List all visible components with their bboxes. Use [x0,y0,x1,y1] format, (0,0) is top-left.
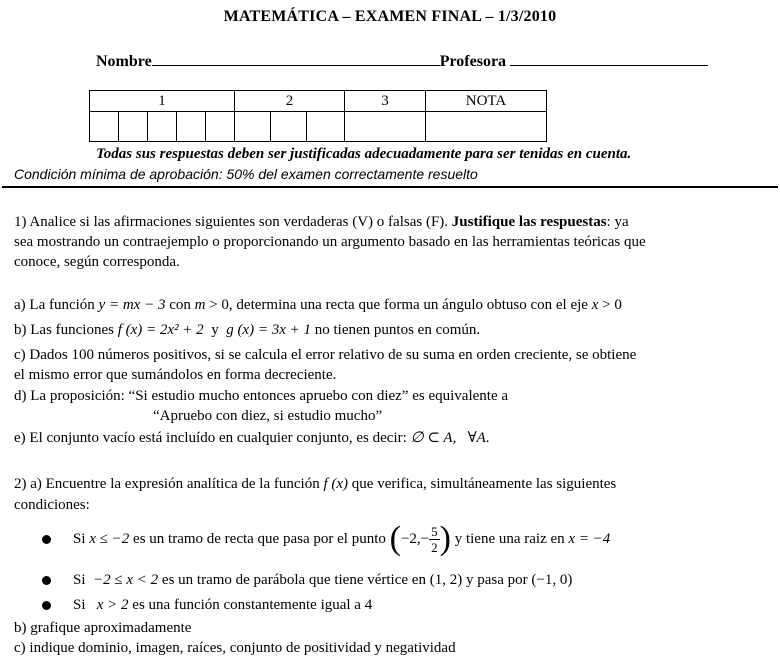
profesora-blank[interactable] [510,50,708,66]
point-open-paren: ( [389,520,401,557]
q1-item-d-line1: d) La proposición: “Si estudio mucho entonces apruebo con diez” es equivalente a [14,388,509,404]
grade-cell [345,112,426,142]
q2-intro-line2: condiciones: [14,497,90,513]
justify-note: Todas sus respuestas deben ser justificadas adecuadamente para ser tenidas en cuenta. [96,146,632,162]
q2c1-math2: x = −4 [568,531,611,547]
q1a-text: a) La función [14,297,99,313]
q2-intro-line1 [14,474,616,494]
q2c1-text2: y tiene una raiz en [450,531,569,547]
q1-intro-line2: sea mostrando un contraejemplo o proporcionando un argumento basado en las herramientas teóricas que [14,234,646,250]
q1e-text: e) El conjunto vacío está incluído en cualquier conjunto, es decir: [14,430,411,446]
q1-intro-text-end: : ya [606,214,629,230]
q1a-text-post: > 0, determina una recta que forma un ángulo obtuso con el eje [205,297,592,313]
grade-cell [307,112,345,142]
profesora-label: Profesora [439,53,507,70]
q1-intro-bold: Justifique las respuestas [451,214,607,230]
q1a-math: y = mx − 3 [98,297,166,313]
grade-table [89,90,547,142]
grade-header-1: 1 [90,91,235,112]
q1a-math3: x [591,297,599,313]
q2-intro-math: f (x) [323,476,349,492]
q1b-text-mid: y [203,322,227,338]
q2c1-text: es un tramo de recta que pasa por el punto [129,531,390,547]
q2-intro-text: 2) a) Encuentre la expresión analítica de la función [14,476,324,492]
bullet-icon [42,535,51,544]
q2c3-si: Si [73,597,86,613]
q2c2-text2: y pasa por [462,572,532,588]
grade-header-2: 2 [235,91,345,112]
q1-intro-line3: conoce, según corresponda. [14,254,180,270]
q2-part-c: c) indique dominio, imagen, raíces, conjunto de positividad y negatividad [14,640,456,656]
q1-intro-line1 [14,212,629,232]
grade-cell [177,112,206,142]
q2c3-math: x > 2 [96,597,129,613]
q2c2-point: (−1, 0) [531,572,573,588]
grade-cell [206,112,235,142]
q1a-text-end: > 0 [598,297,622,313]
point-close-paren: ) [439,520,451,557]
grade-cell [271,112,307,142]
grade-cell-nota [426,112,547,142]
q2c2-math: −2 ≤ x < 2 [93,572,159,588]
q1b-math2: g (x) = 3x + 1 [226,322,311,338]
q2c1-point-sign: − [420,531,430,547]
grade-cell [119,112,148,142]
nombre-blank[interactable] [152,50,440,66]
bullet-icon [42,576,51,585]
q2c1-point-x: −2, [400,531,421,547]
name-row [96,50,708,71]
q1a-text-mid: con [165,297,195,313]
q1-item-c-line2: el mismo error que sumándolos en forma decreciente. [14,367,337,383]
fraction-numerator: 5 [431,523,438,539]
q2c1-math: x ≤ −2 [89,531,130,547]
q1b-text: b) Las funciones [14,322,118,338]
grade-cell [148,112,177,142]
q2-condition-1 [42,518,610,560]
q1b-text-post: no tienen puntos en común. [311,322,481,338]
q1-item-d-line2: “Apruebo con diez, si estudio mucho” [153,408,383,424]
q1e-math: ∅ ⊂ A, ∀A [410,430,486,446]
grade-cell [90,112,119,142]
q2c1-point-fraction [429,524,440,555]
q2c1-si: Si [73,531,86,547]
q2c2-vertex: (1, 2) [429,572,463,588]
q1-item-b [14,320,480,340]
q1e-text-end: . [485,430,490,446]
q2-condition-2 [42,570,572,590]
divider [2,186,778,188]
nombre-label: Nombre [96,53,152,70]
q2-part-b: b) grafique aproximadamente [14,620,192,636]
exam-title: MATEMÁTICA – EXAMEN FINAL – 1/3/2010 [223,8,557,25]
grade-header-3: 3 [345,91,426,112]
q2-condition-3 [42,595,372,615]
bullet-icon [42,601,51,610]
q2c2-text: es un tramo de parábola que tiene vértice en [158,572,430,588]
grade-cell [235,112,271,142]
q2c2-si: Si [73,572,86,588]
approval-note: Condición mínima de aprobación: 50% del examen correctamente resuelto [14,166,478,182]
q1-item-e [14,428,490,448]
fraction-denominator: 2 [431,539,438,555]
q1-item-a [14,295,622,315]
q1-item-c-line1: c) Dados 100 números positivos, si se calcula el error relativo de su suma en orden creciente, se obtiene [14,347,637,363]
grade-header-nota: NOTA [426,91,547,112]
q1b-math1: f (x) = 2x² + 2 [117,322,204,338]
q2c3-text: es una función constantemente igual a 4 [128,597,373,613]
q2-intro-text-post: que verifica, simultáneamente las siguientes [348,476,617,492]
q1-intro-text: 1) Analice si las afirmaciones siguientes son verdaderas (V) o falsas (F). [14,214,452,230]
q1a-math2: m [194,297,206,313]
